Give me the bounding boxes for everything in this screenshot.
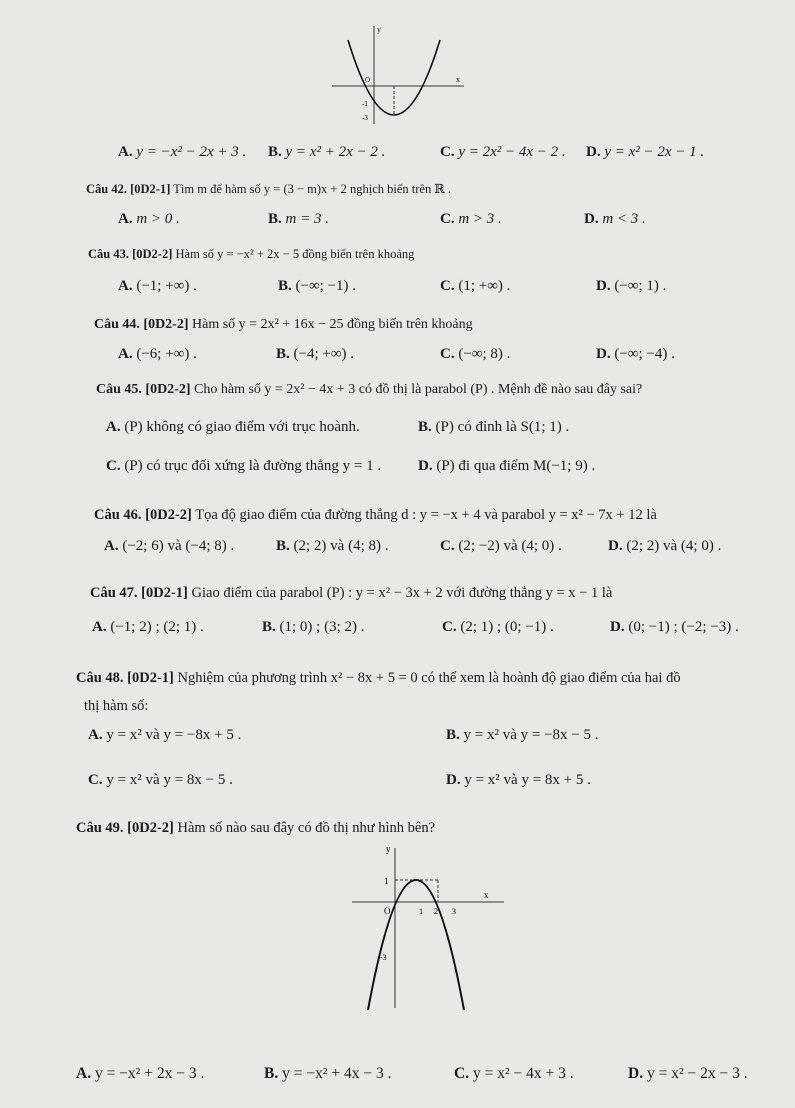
q42-option-d: D. m < 3 . [584,211,646,227]
q47-option-b: B. (1; 0) ; (3; 2) . [262,619,365,635]
graph-q49-label-o: O [384,906,391,916]
graph-q49 [344,840,514,1012]
q44-option-d: D. (−∞; −4) . [596,346,675,362]
q49-option-c: C. y = x² − 4x + 3 . [454,1065,574,1082]
q42-option-a: A. m > 0 . [118,211,180,227]
graph-q41 [318,20,468,132]
q46-stem: Câu 46. [0D2-2] Tọa độ giao điểm của đường thẳng d : y = −x + 4 và parabol y = x² − 7x + 12 là [94,507,657,523]
q47-option-c: C. (2; 1) ; (0; −1) . [442,619,554,635]
q45-option-d: D. (P) đi qua điểm M(−1; 9) . [418,458,596,474]
q46-option-b: B. (2; 2) và (4; 8) . [276,538,389,554]
graph-q41-label-m1: -1 [362,100,368,108]
q49-option-a: A. y = −x² + 2x − 3 . [76,1065,205,1082]
q48-option-d: D. y = x² và y = 8x + 5 . [446,772,591,788]
q41-option-c: C. y = 2x² − 4x − 2 . [440,144,566,160]
q43-option-c: C. (1; +∞) . [440,278,511,294]
q47-option-a: A. (−1; 2) ; (2; 1) . [92,619,204,635]
graph-q49-parabola [368,880,464,1010]
q45-option-b: B. (P) có đỉnh là S(1; 1) . [418,419,570,435]
q48-stem-line-2: thị hàm số: [84,698,149,714]
q44-option-a: A. (−6; +∞) . [118,346,197,362]
q41-option-b: B. y = x² + 2x − 2 . [268,144,386,160]
q41-option-d: D. y = x² − 2x − 1 . [586,144,705,160]
q43-option-d: D. (−∞; 1) . [596,278,667,294]
graph-q41-label-x: x [456,75,460,84]
q43-option-b: B. (−∞; −1) . [278,278,357,294]
q48-option-b: B. y = x² và y = −8x − 5 . [446,727,599,743]
q44-option-b: B. (−4; +∞) . [276,346,355,362]
graph-q41-label-y: y [377,25,381,34]
q45-option-c: C. (P) có trục đối xứng là đường thẳng y = 1 . [106,458,382,474]
q42-option-c: C. m > 3 . [440,211,502,227]
q48-option-c: C. y = x² và y = 8x − 5 . [88,772,233,788]
q46-option-a: A. (−2; 6) và (−4; 8) . [104,538,235,554]
q42-stem: Câu 42. [0D2-1] Tìm m để hàm số y = (3 − m)x + 2 nghịch biến trên ℝ . [86,182,451,196]
q43-stem: Câu 43. [0D2-2] Hàm số y = −x² + 2x − 5 đồng biến trên khoảng [88,247,415,261]
q49-option-d: D. y = x² − 2x − 3 . [628,1065,748,1082]
q45-option-a: A. (P) không có giao điểm với trục hoành. [106,419,360,435]
graph-q49-label-m3: -3 [380,953,387,962]
q48-stem: Câu 48. [0D2-1] Nghiệm của phương trình x² − 8x + 5 = 0 có thể xem là hoành độ giao điểm của hai đồ [76,670,681,686]
q49-stem: Câu 49. [0D2-2] Hàm số nào sau đây có đồ thị như hình bên? [76,820,436,836]
graph-q49-label-y: y [386,844,391,854]
graph-q41-label-o: O [365,76,371,84]
q42-option-b: B. m = 3 . [268,211,329,227]
graph-q49-tick-2: 2 [434,907,438,916]
q45-stem: Câu 45. [0D2-2] Cho hàm số y = 2x² − 4x + 3 có đồ thị là parabol (P) . Mệnh đề nào sau đây sai? [96,382,643,397]
q47-stem: Câu 47. [0D2-1] Giao điểm của parabol (P) : y = x² − 3x + 2 với đường thẳng y = x − 1 là [90,585,613,601]
q46-option-c: C. (2; −2) và (4; 0) . [440,538,562,554]
q41-option-a: A. y = −x² − 2x + 3 . [118,144,247,160]
q46-option-d: D. (2; 2) và (4; 0) . [608,538,722,554]
q47-option-d: D. (0; −1) ; (−2; −3) . [610,619,739,635]
graph-q49-label-1: 1 [384,876,389,886]
q43-option-a: A. (−1; +∞) . [118,278,197,294]
q44-option-c: C. (−∞; 8) . [440,346,511,362]
q48-option-a: A. y = x² và y = −8x + 5 . [88,727,242,743]
q44-stem: Câu 44. [0D2-2] Hàm số y = 2x² + 16x − 25 đồng biến trên khoảng [94,317,473,332]
q49-option-b: B. y = −x² + 4x − 3 . [264,1065,392,1082]
graph-q49-tick-3: 3 [452,907,456,916]
graph-q49-tick-1: 1 [419,907,423,916]
graph-q49-label-x: x [484,890,489,900]
graph-q41-label-m3: -3 [362,114,368,122]
